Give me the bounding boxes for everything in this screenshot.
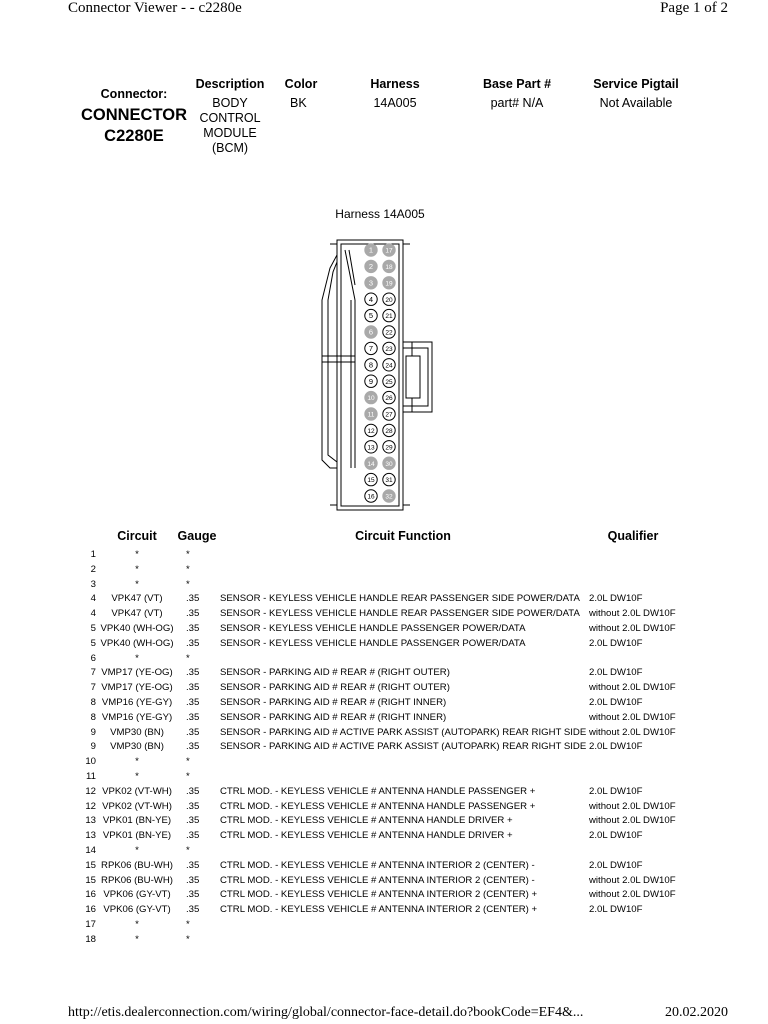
pin-18: [383, 260, 395, 272]
gauge-cell: *: [186, 563, 190, 575]
pin-number-cell: 14: [85, 844, 96, 856]
gauge-cell: *: [186, 770, 190, 782]
service-pigtail-header: Service Pigtail: [593, 77, 679, 91]
pin-number-cell: 12: [85, 785, 96, 797]
service-pigtail-value: Not Available: [599, 96, 673, 110]
pin-label: 22: [385, 329, 393, 337]
circuit-cell: RPK06 (BU-WH): [101, 859, 173, 871]
base-part-value: part# N/A: [490, 96, 544, 110]
pin-label: 29: [385, 444, 393, 452]
circuit-cell: *: [135, 933, 139, 945]
circuit-cell: *: [135, 918, 139, 930]
pin-7: [365, 342, 377, 354]
function-cell: SENSOR - KEYLESS VEHICLE HANDLE PASSENGER POWER/DATA: [220, 637, 526, 649]
table-row: [0, 681, 768, 696]
gauge-cell: .35: [186, 889, 200, 901]
pin-6: [365, 326, 377, 338]
pin-label: 31: [385, 477, 393, 485]
circuit-cell: VPK06 (GY-VT): [103, 904, 171, 916]
pin-32: [383, 490, 395, 502]
gauge-cell: .35: [186, 800, 200, 812]
pin-label: 17: [385, 247, 393, 255]
pin-label: 4: [368, 294, 374, 304]
pin-16: [365, 490, 377, 502]
pin-label: 23: [385, 346, 393, 353]
pin-21: [383, 309, 395, 321]
pin-31: [383, 473, 395, 485]
qualifier-cell: without 2.0L DW10F: [589, 608, 676, 620]
harness-caption: Harness 14A005: [335, 207, 425, 221]
table-row: [0, 903, 768, 918]
qualifier-cell: without 2.0L DW10F: [589, 726, 676, 738]
pin-number-cell: 4: [90, 593, 96, 605]
function-cell: CTRL MOD. - KEYLESS VEHICLE # ANTENNA INTERIOR 2 (CENTER) -: [220, 859, 535, 871]
qualifier-cell: 2.0L DW10F: [589, 637, 643, 649]
pin-number-cell: 7: [90, 682, 96, 694]
pin-5: [365, 309, 377, 321]
description-line: (BCM): [211, 141, 249, 155]
circuit-cell: *: [135, 549, 139, 560]
circuit-cell: VPK02 (VT-WH): [102, 800, 172, 812]
pin-8: [365, 359, 377, 371]
table-row: [0, 844, 768, 859]
qualifier-cell: 2.0L DW10F: [589, 859, 643, 871]
footer-url: http://etis.dealerconnection.com/wiring/global/connector-face-detail.do?bookCode=EF4&...: [68, 1005, 584, 1020]
table-row: [0, 829, 768, 844]
pin-number-cell: 3: [90, 578, 96, 590]
pin-number-cell: 6: [90, 652, 96, 664]
pin-label: 11: [367, 411, 375, 419]
pin-label: 30: [385, 460, 393, 468]
circuit-cell: VMP30 (BN): [110, 741, 164, 753]
circuit-cell: VMP17 (YE-OG): [101, 667, 173, 679]
pin-number-cell: 5: [90, 637, 96, 649]
pin-number-cell: 16: [85, 904, 96, 916]
circuit-cell: VPK40 (WH-OG): [100, 622, 174, 634]
table-row: [0, 592, 768, 607]
pin-label: 2: [368, 262, 374, 271]
qualifier-cell: 2.0L DW10F: [589, 904, 643, 916]
gauge-cell: .35: [186, 622, 200, 634]
pin-number-cell: 18: [85, 933, 96, 945]
qualifier-cell: 2.0L DW10F: [589, 741, 643, 753]
table-row: [0, 652, 768, 667]
pin-number-cell: 11: [86, 770, 96, 782]
pin-11: [365, 408, 377, 420]
table-row: [0, 711, 768, 726]
circuit-cell: RPK06 (BU-WH): [101, 874, 173, 886]
qualifier-cell: 2.0L DW10F: [589, 667, 643, 679]
pin-number-cell: 16: [85, 889, 96, 901]
pin-number-cell: 15: [85, 859, 96, 871]
pin-label: 18: [385, 264, 393, 271]
pin-label: 15: [367, 477, 375, 485]
qualifier-cell: 2.0L DW10F: [589, 593, 643, 605]
circuit-cell: *: [135, 652, 139, 664]
pin-label: 21: [385, 313, 393, 321]
pin-label: 3: [368, 278, 374, 288]
table-row: [0, 696, 768, 711]
pin-number-cell: 7: [90, 667, 96, 679]
gauge-cell: .35: [186, 904, 200, 916]
function-cell: CTRL MOD. - KEYLESS VEHICLE # ANTENNA HANDLE PASSENGER +: [220, 785, 536, 797]
table-row: [0, 814, 768, 829]
pin-grid: [365, 244, 395, 502]
pin-number-cell: 8: [90, 696, 96, 708]
pin-4: [365, 293, 377, 305]
description-header: Description: [195, 77, 265, 91]
gauge-cell: *: [186, 933, 190, 945]
description-line: CONTROL: [199, 111, 261, 125]
function-cell: CTRL MOD. - KEYLESS VEHICLE # ANTENNA INTERIOR 2 (CENTER) -: [220, 874, 535, 886]
table-row: [0, 933, 768, 948]
function-cell: SENSOR - PARKING AID # REAR # (RIGHT INNER): [220, 696, 447, 708]
pin-label: 25: [385, 378, 393, 386]
pin-9: [365, 375, 377, 387]
pin-3: [365, 277, 377, 289]
gauge-cell: .35: [186, 726, 200, 738]
pin-label: 16: [367, 493, 375, 501]
function-cell: SENSOR - KEYLESS VEHICLE HANDLE PASSENGER POWER/DATA: [220, 622, 526, 634]
description-line: BODY: [212, 96, 248, 110]
pin-1: [365, 244, 377, 256]
function-cell: SENSOR - PARKING AID # REAR # (RIGHT INNER): [220, 711, 447, 723]
function-cell: SENSOR - PARKING AID # ACTIVE PARK ASSIST (AUTOPARK) REAR RIGHT SIDE: [220, 726, 587, 738]
circuit-cell: VMP17 (YE-OG): [101, 682, 173, 694]
gauge-cell: *: [186, 918, 190, 930]
function-cell: SENSOR - PARKING AID # REAR # (RIGHT OUTER): [220, 667, 450, 679]
connector-label: Connector:: [100, 87, 168, 101]
function-cell: SENSOR - PARKING AID # REAR # (RIGHT OUTER): [220, 682, 450, 694]
gauge-cell: .35: [186, 667, 200, 679]
pin-number-cell: 13: [85, 815, 96, 827]
pin-17: [383, 244, 395, 256]
table-row: [0, 918, 768, 933]
function-cell: CTRL MOD. - KEYLESS VEHICLE # ANTENNA HANDLE DRIVER +: [220, 830, 513, 842]
pin-25: [383, 375, 395, 387]
circuit-cell: *: [135, 844, 139, 856]
circuit-cell: VPK06 (GY-VT): [103, 889, 171, 901]
table-row: [0, 874, 768, 889]
qualifier-cell: without 2.0L DW10F: [589, 682, 676, 694]
gauge-cell: .35: [186, 682, 200, 694]
pin-13: [365, 441, 377, 453]
pin-label: 26: [385, 395, 393, 403]
pin-label: 14: [367, 460, 375, 468]
function-cell: CTRL MOD. - KEYLESS VEHICLE # ANTENNA INTERIOR 2 (CENTER) +: [220, 904, 538, 916]
pin-number-cell: 17: [85, 918, 96, 930]
function-cell: CTRL MOD. - KEYLESS VEHICLE # ANTENNA INTERIOR 2 (CENTER) +: [220, 889, 538, 901]
pin-number-cell: 9: [90, 726, 96, 738]
circuit-cell: VMP16 (YE-GY): [101, 711, 173, 723]
circuit-cell: VPK01 (BN-YE): [102, 830, 172, 842]
circuit-cell: VPK40 (WH-OG): [100, 637, 174, 649]
qualifier-cell: without 2.0L DW10F: [589, 874, 676, 886]
pin-12: [365, 424, 377, 436]
table-row: [0, 622, 768, 637]
pin-label: 24: [385, 362, 393, 370]
circuit-column-header: Circuit: [117, 529, 157, 543]
circuit-cell: *: [135, 770, 139, 782]
pin-24: [383, 359, 395, 371]
color-value: BK: [290, 96, 307, 110]
gauge-cell: .35: [186, 785, 200, 797]
pin-label: 19: [385, 280, 393, 288]
description-line: MODULE: [203, 126, 257, 140]
left-diag: [349, 250, 355, 285]
qualifier-column-header: Qualifier: [607, 529, 659, 543]
qualifier-cell: 2.0L DW10F: [589, 696, 643, 708]
gauge-cell: *: [186, 652, 190, 664]
pin-26: [383, 391, 395, 403]
table-row: [0, 637, 768, 652]
pin-29: [383, 441, 395, 453]
table-row: [0, 888, 768, 903]
pin-20: [383, 293, 395, 305]
pin-number-cell: 4: [90, 608, 96, 620]
gauge-cell: .35: [186, 874, 200, 886]
qualifier-cell: without 2.0L DW10F: [589, 815, 676, 827]
gauge-cell: .35: [186, 696, 200, 708]
table-row: [0, 563, 768, 578]
circuit-cell: VPK47 (VT): [111, 608, 163, 620]
pin-number-cell: 1: [90, 549, 96, 560]
gauge-cell: .35: [186, 859, 200, 871]
table-body: [0, 548, 768, 948]
connector-name-line1: CONNECTOR: [80, 106, 188, 124]
function-column-header: Circuit Function: [355, 529, 451, 543]
pin-10: [365, 391, 377, 403]
table-row: [0, 755, 768, 770]
gauge-cell: *: [186, 549, 190, 560]
gauge-cell: *: [186, 578, 190, 590]
circuit-cell: VPK47 (VT): [111, 593, 163, 605]
gauge-cell: .35: [186, 637, 200, 649]
table-row: [0, 770, 768, 785]
table-row: [0, 859, 768, 874]
pin-label: 20: [385, 296, 393, 304]
pin-number-cell: 9: [90, 741, 96, 753]
pin-number-cell: 5: [90, 622, 96, 634]
gauge-cell: .35: [186, 815, 200, 827]
pin-label: 10: [367, 395, 375, 403]
qualifier-cell: without 2.0L DW10F: [589, 622, 676, 634]
function-cell: SENSOR - KEYLESS VEHICLE HANDLE REAR PASSENGER SIDE POWER/DATA: [220, 593, 580, 605]
function-cell: CTRL MOD. - KEYLESS VEHICLE # ANTENNA HANDLE DRIVER +: [220, 815, 513, 827]
circuit-cell: VPK01 (BN-YE): [102, 815, 172, 827]
pin-label: 9: [368, 376, 374, 386]
pin-number-cell: 8: [90, 711, 96, 723]
gauge-cell: .35: [186, 711, 200, 723]
pin-label: 1: [368, 245, 374, 255]
qualifier-cell: without 2.0L DW10F: [589, 711, 676, 723]
pin-number-cell: 10: [85, 756, 96, 768]
circuit-cell: *: [135, 563, 139, 575]
right-lock-tab: [406, 356, 420, 398]
table-row: [0, 726, 768, 741]
gauge-cell: *: [186, 756, 190, 768]
pin-15: [365, 473, 377, 485]
table-row: [0, 548, 768, 563]
table-row: [0, 578, 768, 593]
gauge-cell: .35: [186, 608, 200, 620]
right-lock-inner: [403, 348, 428, 406]
footer-date: 20.02.2020: [665, 1005, 728, 1020]
base-part-header: Base Part #: [482, 77, 552, 91]
pin-28: [383, 424, 395, 436]
pin-label: 5: [368, 311, 374, 321]
gauge-cell: *: [186, 844, 190, 856]
pin-number-cell: 15: [85, 874, 96, 886]
gauge-cell: .35: [186, 830, 200, 842]
table-row: [0, 785, 768, 800]
page-number: Page 1 of 2: [660, 0, 728, 16]
pin-30: [383, 457, 395, 469]
circuit-cell: VPK02 (VT-WH): [102, 785, 172, 797]
circuit-cell: VMP30 (BN): [110, 726, 164, 738]
gauge-cell: .35: [186, 593, 200, 605]
qualifier-cell: 2.0L DW10F: [589, 785, 643, 797]
function-cell: CTRL MOD. - KEYLESS VEHICLE # ANTENNA HANDLE PASSENGER +: [220, 800, 536, 812]
qualifier-cell: 2.0L DW10F: [589, 830, 643, 842]
pin-number-cell: 13: [85, 830, 96, 842]
pin-27: [383, 408, 395, 420]
qualifier-cell: without 2.0L DW10F: [589, 800, 676, 812]
pin-label: 6: [368, 327, 374, 337]
harness-header: Harness: [370, 77, 420, 91]
gauge-column-header: Gauge: [177, 529, 217, 543]
color-header: Color: [284, 77, 318, 91]
pin-14: [365, 457, 377, 469]
pin-label: 27: [385, 411, 393, 419]
harness-value: 14A005: [373, 96, 417, 110]
function-cell: SENSOR - KEYLESS VEHICLE HANDLE REAR PASSENGER SIDE POWER/DATA: [220, 608, 580, 620]
table-row: [0, 740, 768, 755]
pin-label: 28: [385, 428, 393, 435]
function-cell: SENSOR - PARKING AID # ACTIVE PARK ASSIST (AUTOPARK) REAR RIGHT SIDE: [220, 741, 587, 753]
pin-2: [365, 260, 377, 272]
circuit-cell: VMP16 (YE-GY): [101, 696, 173, 708]
pin-label: 7: [368, 344, 374, 353]
pin-label: 8: [368, 360, 374, 370]
pin-19: [383, 277, 395, 289]
pin-23: [383, 342, 395, 354]
pin-number-cell: 12: [85, 800, 96, 812]
circuit-cell: *: [135, 578, 139, 590]
table-row: [0, 666, 768, 681]
table-row: [0, 800, 768, 815]
pin-label: 13: [367, 444, 375, 452]
qualifier-cell: without 2.0L DW10F: [589, 889, 676, 901]
pin-label: 12: [367, 428, 375, 435]
pin-label: 32: [385, 493, 393, 501]
table-row: [0, 607, 768, 622]
connector-name-line2: C2280E: [104, 127, 164, 145]
pin-22: [383, 326, 395, 338]
page-header-title: Connector Viewer - - c2280e: [68, 0, 242, 16]
pin-number-cell: 2: [90, 563, 96, 575]
circuit-cell: *: [135, 756, 139, 768]
gauge-cell: .35: [186, 741, 200, 753]
